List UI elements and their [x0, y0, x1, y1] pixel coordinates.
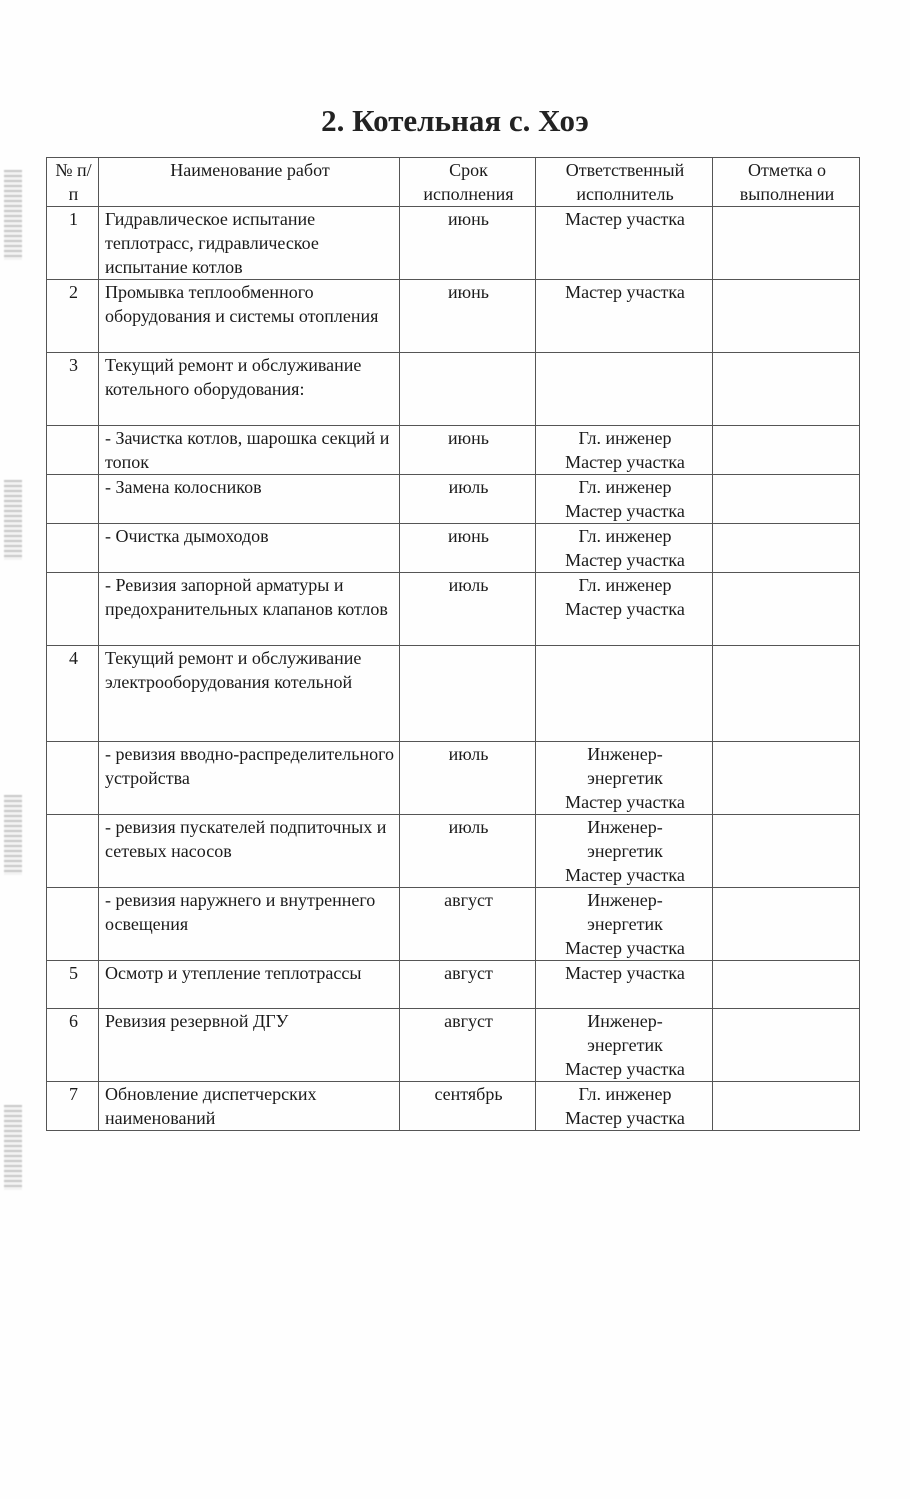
work-name-cell: Ревизия резервной ДГУ [99, 1009, 400, 1082]
responsible-person-cell: Гл. инженер Мастер участка [536, 573, 713, 646]
responsible-person-cell: Гл. инженер Мастер участка [536, 475, 713, 524]
table-row [47, 280, 860, 353]
work-name-cell: Промывка теплообменного оборудования и системы отопления [99, 280, 400, 353]
responsible-person-cell: Инженер- энергетик Мастер участка [536, 742, 713, 815]
header-num: № п/п [47, 158, 99, 207]
table-row [47, 573, 860, 646]
table-row [47, 1082, 860, 1131]
deadline-cell: август [400, 888, 536, 961]
row-number-cell: 5 [47, 961, 99, 1009]
row-number-cell: 6 [47, 1009, 99, 1082]
row-number-cell: 3 [47, 353, 99, 426]
deadline-cell [400, 353, 536, 426]
header-term: Срок исполнения [400, 158, 536, 207]
deadline-cell: июль [400, 815, 536, 888]
row-number-cell [47, 815, 99, 888]
completion-mark-cell [713, 742, 860, 815]
deadline-cell: июнь [400, 207, 536, 280]
work-name-cell: - ревизия пускателей подпиточных и сетевых насосов [99, 815, 400, 888]
work-name-cell: - Ревизия запорной арматуры и предохранительных клапанов котлов [99, 573, 400, 646]
responsible-person-cell: Мастер участка [536, 961, 713, 1009]
responsible-person-cell: Инженер- энергетик Мастер участка [536, 1009, 713, 1082]
work-name-cell: - ревизия вводно-распределительного устройства [99, 742, 400, 815]
row-number-cell [47, 888, 99, 961]
work-name-cell: Текущий ремонт и обслуживание котельного оборудования: [99, 353, 400, 426]
row-number-cell: 2 [47, 280, 99, 353]
deadline-cell: июль [400, 742, 536, 815]
deadline-cell: июль [400, 475, 536, 524]
scan-artifact [4, 795, 22, 875]
scan-artifact [4, 170, 22, 260]
table-row [47, 475, 860, 524]
responsible-person-cell: Гл. инженер Мастер участка [536, 524, 713, 573]
work-name-cell: Текущий ремонт и обслуживание электрооборудования котельной [99, 646, 400, 742]
table-row [47, 742, 860, 815]
completion-mark-cell [713, 353, 860, 426]
row-number-cell [47, 742, 99, 815]
row-number-cell: 4 [47, 646, 99, 742]
responsible-person-cell: Мастер участка [536, 280, 713, 353]
deadline-cell [400, 646, 536, 742]
completion-mark-cell [713, 573, 860, 646]
completion-mark-cell [713, 207, 860, 280]
row-number-cell: 7 [47, 1082, 99, 1131]
work-name-cell: Осмотр и утепление теплотрассы [99, 961, 400, 1009]
deadline-cell: июль [400, 573, 536, 646]
work-name-cell: - Очистка дымоходов [99, 524, 400, 573]
deadline-cell: сентябрь [400, 1082, 536, 1131]
responsible-person-cell: Гл. инженер Мастер участка [536, 426, 713, 475]
row-number-cell [47, 573, 99, 646]
responsible-person-cell [536, 646, 713, 742]
completion-mark-cell [713, 888, 860, 961]
work-name-cell: - Замена колосников [99, 475, 400, 524]
work-name-cell: Гидравлическое испытание теплотрасс, гидравлическое испытание котлов [99, 207, 400, 280]
table-row [47, 1009, 860, 1082]
scan-artifact [4, 480, 22, 560]
table-row [47, 888, 860, 961]
work-plan-table [46, 157, 860, 1131]
deadline-cell: июнь [400, 524, 536, 573]
completion-mark-cell [713, 426, 860, 475]
header-name: Наименование работ [99, 158, 400, 207]
deadline-cell: июнь [400, 426, 536, 475]
table-row [47, 426, 860, 475]
work-name-cell: Обновление диспетчерских наименований [99, 1082, 400, 1131]
scan-artifact [4, 1105, 22, 1190]
completion-mark-cell [713, 1009, 860, 1082]
work-name-cell: - ревизия наружнего и внутреннего освещения [99, 888, 400, 961]
table-header-row [47, 158, 860, 207]
row-number-cell [47, 475, 99, 524]
completion-mark-cell [713, 280, 860, 353]
deadline-cell: июнь [400, 280, 536, 353]
deadline-cell: август [400, 1009, 536, 1082]
table-row [47, 646, 860, 742]
completion-mark-cell [713, 475, 860, 524]
responsible-person-cell: Инженер- энергетик Мастер участка [536, 815, 713, 888]
table-row [47, 524, 860, 573]
row-number-cell [47, 524, 99, 573]
responsible-person-cell: Мастер участка [536, 207, 713, 280]
table-row [47, 207, 860, 280]
row-number-cell: 1 [47, 207, 99, 280]
responsible-person-cell: Инженер- энергетик Мастер участка [536, 888, 713, 961]
page-title: 2. Котельная с. Хоэ [321, 102, 589, 138]
deadline-cell: август [400, 961, 536, 1009]
responsible-person-cell [536, 353, 713, 426]
header-mark: Отметка о выполнении [713, 158, 860, 207]
table-row [47, 961, 860, 1009]
table-row [47, 815, 860, 888]
completion-mark-cell [713, 1082, 860, 1131]
work-name-cell: - Зачистка котлов, шарошка секций и топок [99, 426, 400, 475]
completion-mark-cell [713, 961, 860, 1009]
responsible-person-cell: Гл. инженер Мастер участка [536, 1082, 713, 1131]
completion-mark-cell [713, 646, 860, 742]
completion-mark-cell [713, 815, 860, 888]
table-row [47, 353, 860, 426]
row-number-cell [47, 426, 99, 475]
completion-mark-cell [713, 524, 860, 573]
header-responsible: Ответственный исполнитель [536, 158, 713, 207]
